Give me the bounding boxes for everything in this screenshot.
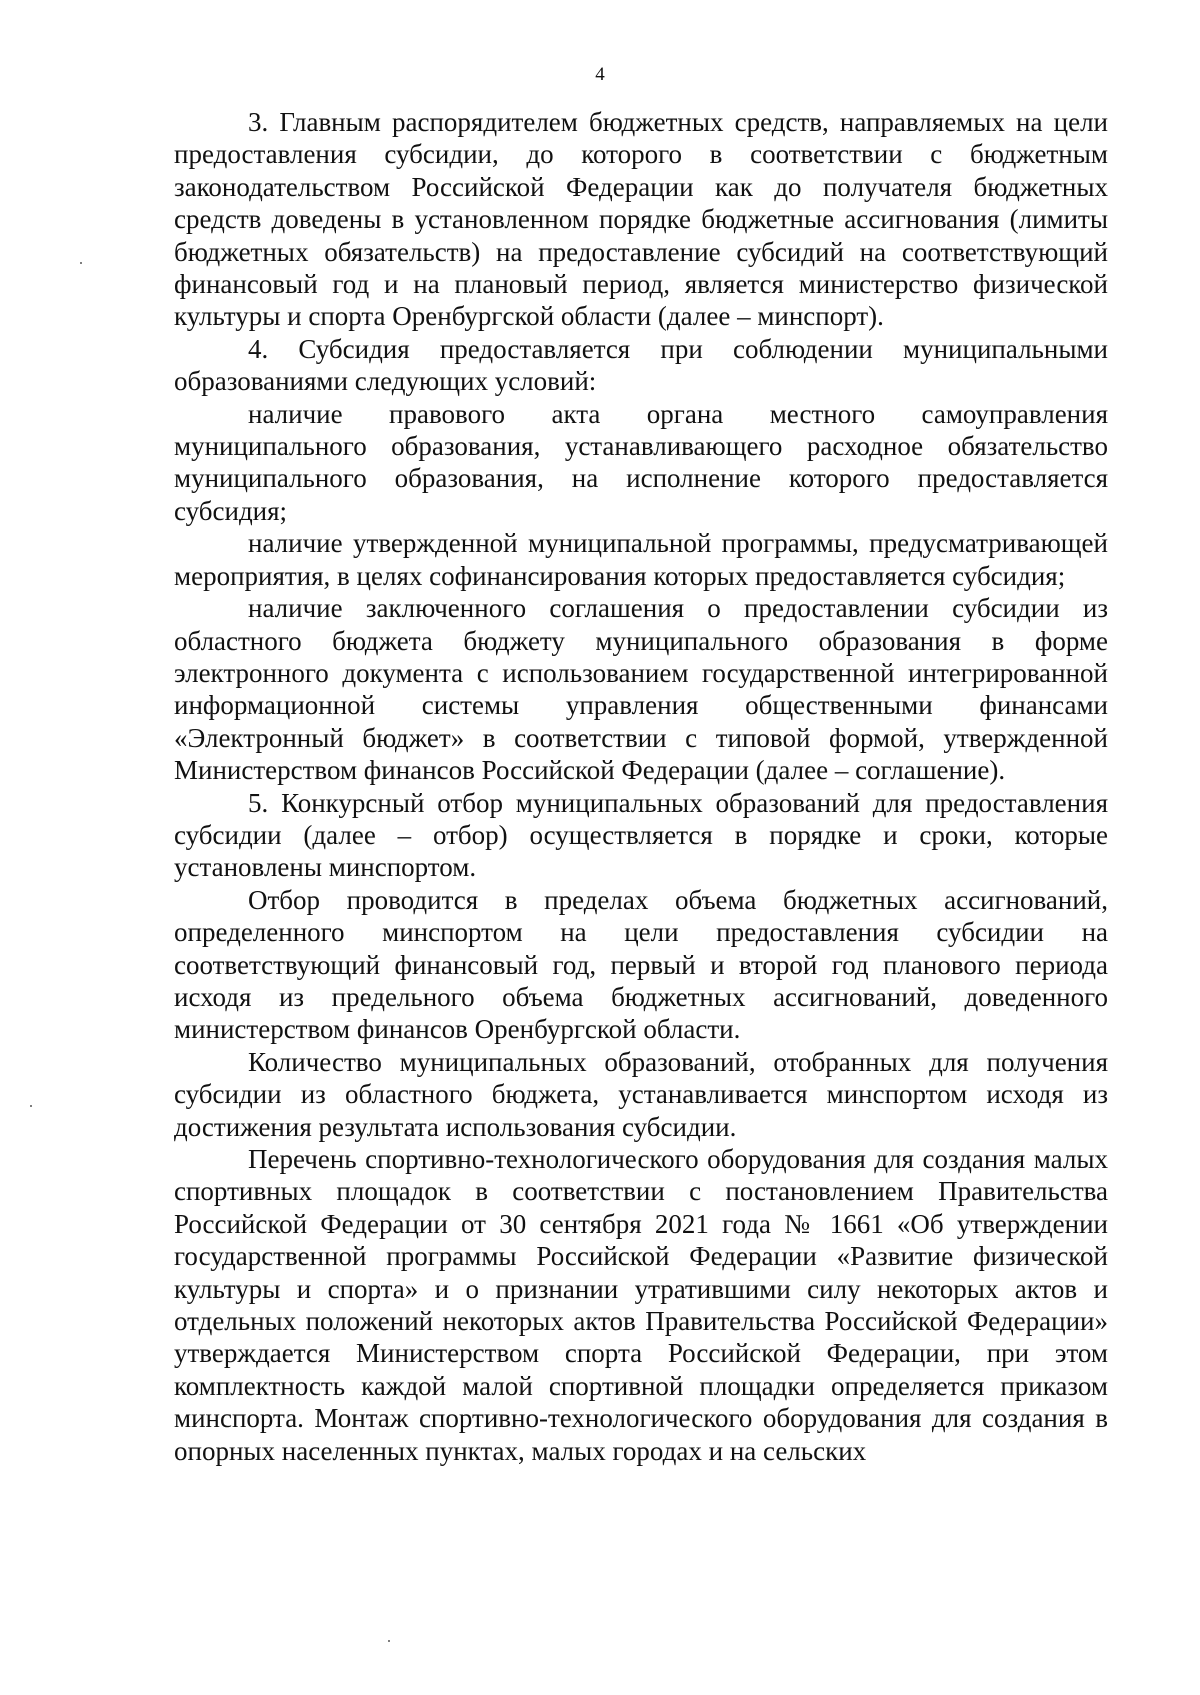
paragraph-condition-legal-act: наличие правового акта органа местного самоуправления муниципального образования, устанавливающего расходное обязательство муниципального образования, на исполнение которого предоставляется субсидия; xyxy=(174,398,1108,526)
scan-speck xyxy=(30,1105,32,1107)
scan-speck xyxy=(80,262,82,264)
paragraph-condition-municipal-program: наличие утвержденной муниципальной программы, предусматривающей мероприятия, в целях софинансирования которых предоставляется субсидия; xyxy=(174,528,1108,591)
paragraph-item-3-chief-administrator: 3. Главным распорядителем бюджетных средств, направляемых на цели предоставления субсидии, до которого в соответствии с бюджетным законодательством Российской Федерации как до получателя бюджетных средств доведены в установленном порядке бюджетные ассигнования (лимиты бюджетных обязательств) на предоставление субсидий на соответствующий финансовый год и на плановый период, является министерство физической культуры и спорта Оренбургской области (далее – минспорт). xyxy=(174,107,1108,332)
paragraph-item-5-competitive-selection: 5. Конкурсный отбор муниципальных образований для предоставления субсидии (далее – отбор) осуществляется в порядке и сроки, которые установлены минспортом. xyxy=(174,787,1108,883)
scan-speck xyxy=(388,1640,390,1642)
paragraph-condition-agreement: наличие заключенного соглашения о предоставлении субсидии из областного бюджета бюджету муниципального образования в форме электронного документа с использованием государственной интегрированной информационной системы управления общественными финансами «Электронный бюджет» в соответствии с типовой формой, утвержденной Министерством финансов Российской Федерации (далее – соглашение). xyxy=(174,593,1108,786)
paragraph-number-of-municipalities: Количество муниципальных образований, отобранных для получения субсидии из областного бюджета, устанавливается минспортом исходя из достижения результата использования субсидии. xyxy=(174,1046,1108,1142)
paragraph-item-4-conditions: 4. Субсидия предоставляется при соблюдении муниципальными образованиями следующих условий: xyxy=(174,333,1108,397)
document-body xyxy=(174,106,1108,1467)
paragraph-equipment-list: Перечень спортивно-технологического оборудования для создания малых спортивных площадок в соответствии с постановлением Правительства Российской Федерации от 30 сентября 2021 года № 1661 «Об утверждении государственной программы Российской Федерации «Развитие физической культуры и спорта» и о признании утратившими силу некоторых актов и отдельных положений некоторых актов Правительства Российской Федерации» утверждается Министерством спорта Российской Федерации, при этом комплектность каждой малой спортивной площадки определяется приказом минспорта. Монтаж спортивно-технологического оборудования для создания в опорных населенных пунктах, малых городах и на сельских xyxy=(174,1144,1108,1466)
paragraph-selection-budget-limits: Отбор проводится в пределах объема бюджетных ассигнований, определенного минспортом на цели предоставления субсидии на соответствующий финансовый год, первый и второй год планового периода исходя из предельного объема бюджетных ассигнований, доведенного министерством финансов Оренбургской области. xyxy=(174,884,1108,1045)
page-number: 4 xyxy=(595,64,605,85)
